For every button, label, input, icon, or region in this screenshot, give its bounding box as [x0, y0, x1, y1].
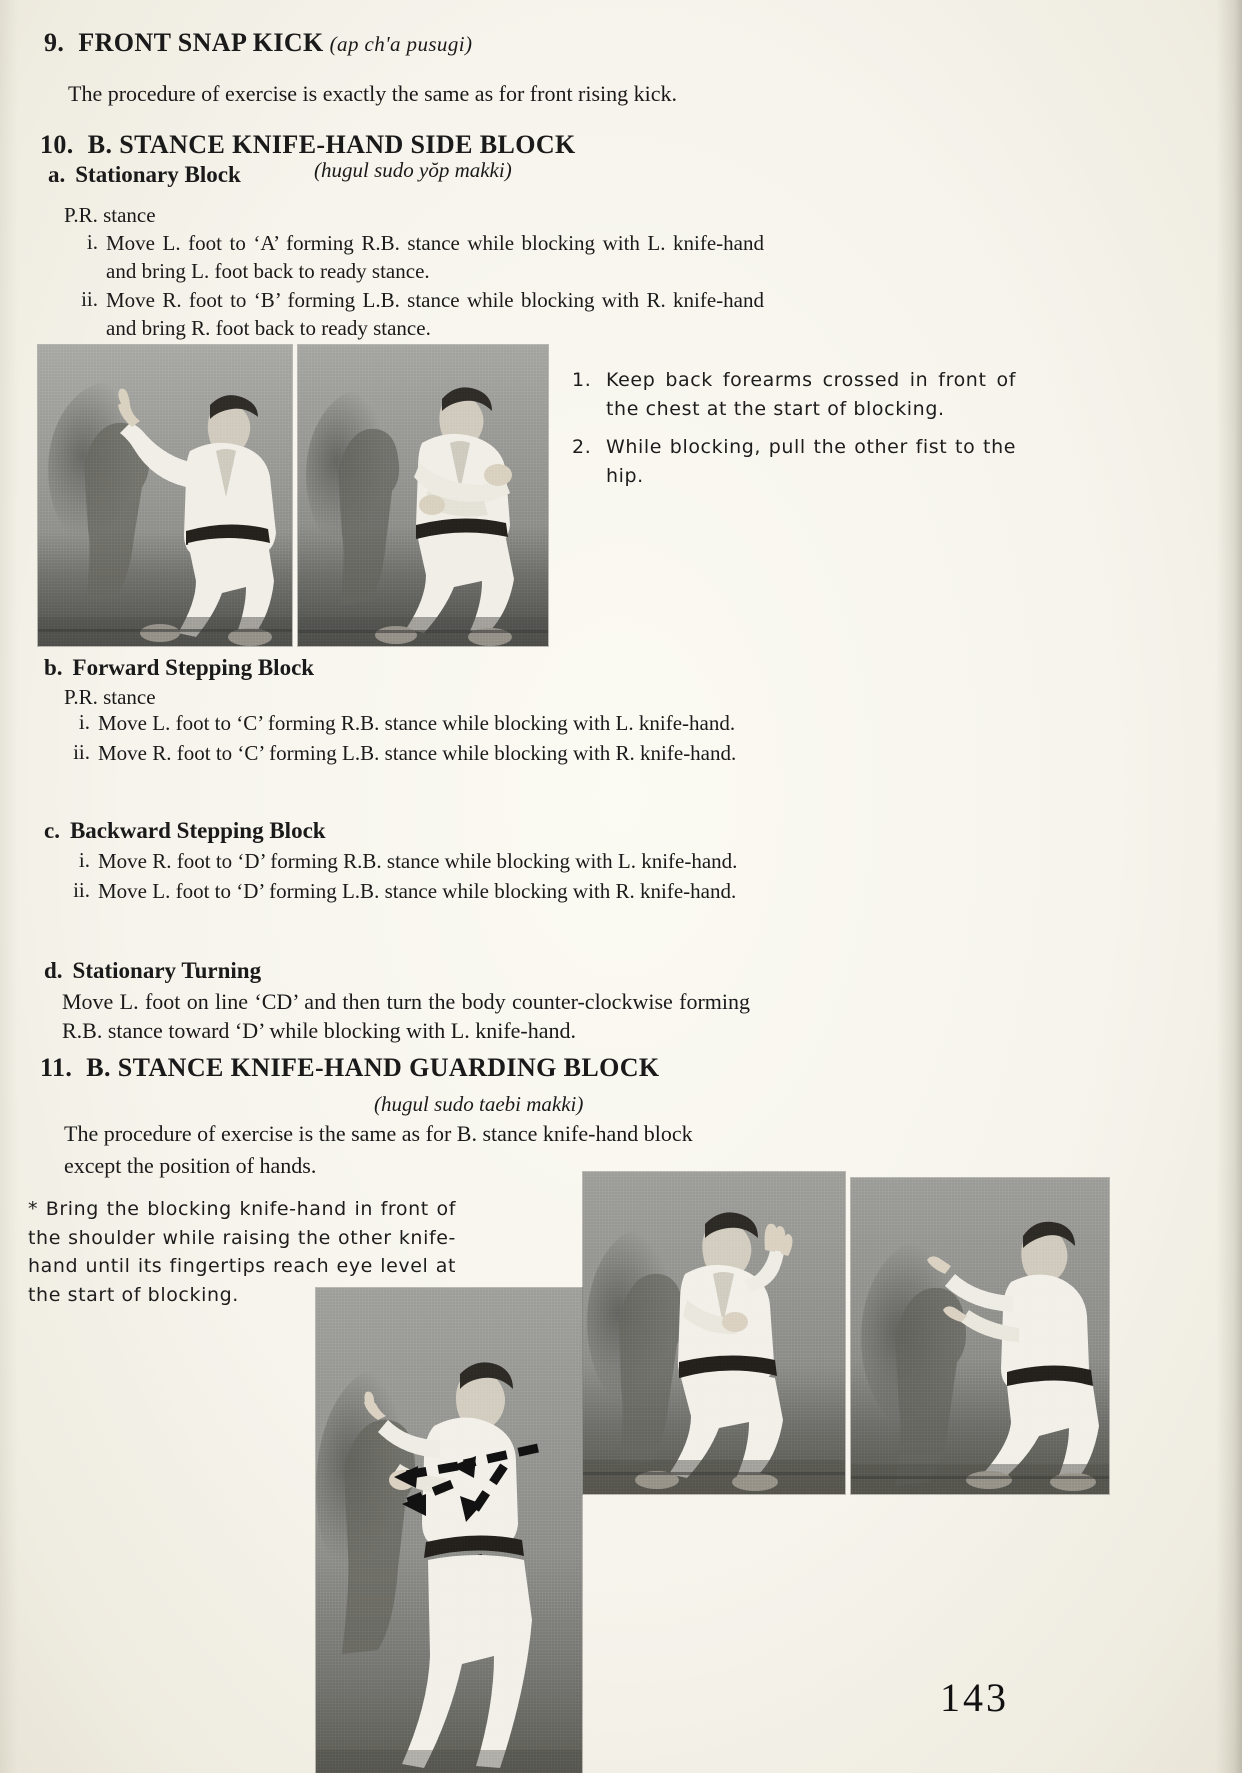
subsection-d-label: d. [44, 958, 63, 983]
section-10-title: B. STANCE KNIFE-HAND SIDE BLOCK [87, 130, 576, 159]
figure-guarding-block-side-image [851, 1178, 1109, 1494]
section-10-heading [40, 130, 576, 160]
section-11-paragraph-line-2: except the position of hands. [64, 1153, 317, 1178]
subsection-b-heading [44, 655, 314, 681]
note-marker: 1. [572, 369, 592, 391]
subsection-c-list [56, 848, 756, 905]
section-9-romanization: (ap ch'a pusugi) [329, 32, 473, 56]
list-item [56, 710, 756, 738]
figure-guarding-block-front-image [583, 1172, 845, 1494]
figure-guarding-block-side [851, 1178, 1109, 1494]
note-text: While blocking, pull the other fist to the hip. [606, 436, 1016, 487]
section-9-heading [44, 28, 472, 58]
page-number: 143 [940, 1675, 1009, 1720]
subsection-d-title: Stationary Turning [72, 958, 262, 983]
list-item-marker: i. [78, 710, 90, 734]
section-11-paragraph-line-1: The procedure of exercise is the same as for B. stance knife-hand block [64, 1121, 693, 1146]
list-item-marker: ii. [73, 877, 90, 902]
subsection-a-title: Stationary Block [75, 162, 241, 187]
list-item-text: Move R. foot to ‘C’ forming L.B. stance while blocking with R. knife-hand. [98, 740, 737, 765]
list-item-text: Move L. foot to ‘C’ forming R.B. stance while blocking with L. knife-hand. [98, 711, 736, 735]
list-item-marker: ii. [81, 287, 98, 311]
subsection-a-list [64, 230, 764, 342]
figure-stationary-block-right-image [298, 345, 548, 646]
list-item-text: Move L. foot to ‘D’ forming L.B. stance while blocking with R. knife-hand. [98, 878, 737, 903]
figure-guarding-block-arrows [316, 1288, 582, 1773]
list-item-marker: i. [78, 848, 90, 872]
list-item [56, 848, 756, 876]
subsection-c-title: Backward Stepping Block [69, 818, 326, 843]
figure-stationary-block-right [298, 345, 548, 646]
list-item [56, 878, 756, 906]
subsection-a-heading [48, 162, 241, 188]
section-11-romanization: (hugul sudo taebi makki) [374, 1092, 584, 1116]
section-11-heading [40, 1053, 660, 1083]
list-item-marker: ii. [73, 739, 90, 764]
subsection-c-heading [44, 818, 326, 844]
subsection-b-list [56, 710, 756, 767]
figure-stationary-block-left [38, 345, 292, 646]
figure-stationary-block-left-image [38, 345, 292, 646]
note-item [572, 433, 1016, 490]
list-item [56, 740, 756, 768]
page-edge-shadow-right [1216, 0, 1242, 1773]
section-11-title: B. STANCE KNIFE-HAND GUARDING BLOCK [86, 1053, 660, 1082]
figure-guarding-block-front [583, 1172, 845, 1494]
section-9-title: FRONT SNAP KICK [78, 28, 324, 57]
list-item [64, 230, 764, 285]
note-marker: 2. [572, 436, 592, 458]
section-9-index: 9. [44, 28, 65, 57]
subsection-a-stance: P.R. stance [64, 203, 156, 227]
subsection-b-label: b. [44, 655, 63, 680]
subsection-b-title: Forward Stepping Block [72, 655, 315, 680]
section-11-footnote: * Bring the blocking knife-hand in front of the shoulder while raising the other knife-hand until its fingertips reach eye level at the start of blocking. [28, 1198, 456, 1306]
list-item-text: Move R. foot to ‘B’ forming L.B. stance while blocking with R. knife-hand and bring R. foot back to ready stance. [106, 288, 764, 340]
section-10-index: 10. [40, 130, 74, 159]
note-text: Keep back forearms crossed in front of the chest at the start of blocking. [606, 369, 1016, 420]
list-item-text: Move L. foot to ‘A’ forming R.B. stance while blocking with L. knife-hand and bring L. foot back to ready stance. [106, 231, 764, 283]
section-11-index: 11. [40, 1053, 73, 1082]
section-10-notes [572, 366, 1016, 490]
section-10-romanization: (hugul sudo yŏp makki) [314, 158, 512, 182]
figure-guarding-block-arrows-image [316, 1288, 582, 1773]
list-item [64, 287, 764, 342]
page-edge-shadow-left [0, 0, 18, 1773]
subsection-d-paragraph: Move L. foot on line ‘CD’ and then turn the body counter-clockwise forming R.B. stance toward ‘D’ while blocking with L. knife-hand. [62, 989, 750, 1043]
subsection-a-label: a. [48, 162, 66, 187]
subsection-c-label: c. [44, 818, 60, 843]
section-9-paragraph: The procedure of exercise is exactly the same as for front rising kick. [68, 81, 678, 106]
subsection-d-heading [44, 958, 261, 984]
subsection-b-stance: P.R. stance [64, 685, 156, 709]
list-item-text: Move R. foot to ‘D’ forming R.B. stance while blocking with L. knife-hand. [98, 849, 738, 873]
list-item-marker: i. [86, 230, 98, 254]
note-item [572, 366, 1016, 423]
